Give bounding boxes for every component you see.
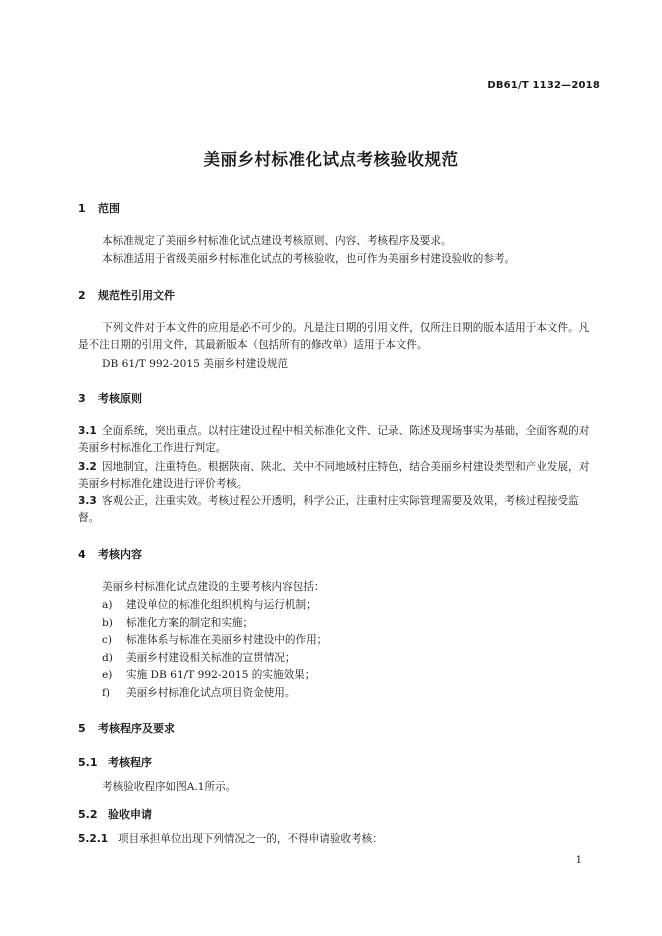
clause-text: 客观公正，注重实效。考核过程公开透明，科学公正，注重村庄实际管理需要及效果，考核过程接受监督。 bbox=[78, 495, 579, 524]
clause-number: 5.2.1 bbox=[78, 833, 109, 845]
list-text: 建设单位的标准化组织机构与运行机制； bbox=[126, 599, 317, 611]
normative-reference: DB 61/T 992-2015 美丽乡村建设规范 bbox=[102, 358, 289, 370]
section-5-heading bbox=[78, 720, 175, 736]
list-item bbox=[102, 597, 317, 614]
list-item bbox=[102, 632, 327, 649]
section-title: 考核程序及要求 bbox=[98, 722, 175, 735]
list-intro: 美丽乡村标准化试点建设的主要考核内容包括： bbox=[102, 581, 325, 593]
section-number: 2 bbox=[78, 289, 86, 302]
clause-text: 全面系统，突出重点。以村庄建设过程中相关标准化文件、记录、陈述及现场事实为基础，全面客观的对美丽乡村标准化工作进行判定。 bbox=[78, 425, 590, 454]
list-marker: d) bbox=[102, 652, 113, 664]
list-item bbox=[102, 667, 315, 684]
paragraph: 本标准规定了美丽乡村标准化试点建设考核原则、内容、考核程序及要求。 bbox=[102, 235, 452, 247]
subsection-title: 验收申请 bbox=[108, 808, 152, 821]
section-title: 范围 bbox=[98, 202, 120, 215]
paragraph: 本标准适用于省级美丽乡村标准化试点的考核验收，也可作为美丽乡村建设验收的参考。 bbox=[102, 253, 516, 265]
list-item bbox=[102, 650, 296, 667]
section-number: 3 bbox=[78, 392, 86, 405]
section-1-heading bbox=[78, 200, 120, 216]
subsection-5-1-heading bbox=[78, 754, 152, 770]
list-marker: b) bbox=[102, 617, 113, 629]
clause-number: 3.2 bbox=[78, 461, 97, 473]
clause-3-3 bbox=[78, 493, 598, 527]
list-marker: e) bbox=[102, 669, 113, 681]
section-number: 5 bbox=[78, 722, 86, 735]
section-4-heading bbox=[78, 546, 142, 562]
list-marker: a) bbox=[102, 599, 113, 611]
paragraph: 下列文件对于本文件的应用是必不可少的。凡是注日期的引用文件，仅所注日期的版本适用于本文件。凡是不注日期的引用文件，其最新版本（包括所有的修改单）适用于本文件。 bbox=[78, 322, 590, 351]
list-marker: c) bbox=[102, 634, 113, 646]
subsection-5-2-heading bbox=[78, 806, 152, 822]
clause-text: 项目承担单位出现下列情况之一的，不得申请验收考核： bbox=[118, 833, 383, 845]
document-title: 美丽乡村标准化试点考核验收规范 bbox=[203, 150, 459, 169]
list-text: 美丽乡村建设相关标准的宣贯情况； bbox=[126, 652, 296, 664]
list-item bbox=[102, 615, 253, 632]
list-item bbox=[102, 685, 296, 702]
clause-5-2-1 bbox=[78, 831, 383, 848]
clause-3-1 bbox=[78, 423, 598, 457]
section-title: 考核原则 bbox=[98, 392, 142, 405]
list-marker: f) bbox=[102, 687, 111, 699]
section-3-heading bbox=[78, 390, 142, 406]
section-title: 考核内容 bbox=[98, 548, 142, 561]
list-text: 标准体系与标准在美丽乡村建设中的作用； bbox=[126, 634, 328, 646]
paragraph: 考核验收程序如图A.1所示。 bbox=[102, 781, 237, 793]
subsection-title: 考核程序 bbox=[108, 756, 152, 769]
subsection-number: 5.2 bbox=[78, 808, 98, 821]
clause-text: 因地制宜，注重特色。根据陕南、陕北、关中不同地域村庄特色，结合美丽乡村建设类型和产业发展，对美丽乡村标准化建设进行评价考核。 bbox=[78, 461, 590, 490]
standard-code: DB61/T 1132—2018 bbox=[487, 80, 600, 91]
list-text: 美丽乡村标准化试点项目资金使用。 bbox=[126, 687, 296, 699]
section-2-heading bbox=[78, 287, 175, 303]
subsection-number: 5.1 bbox=[78, 756, 98, 769]
section-title: 规范性引用文件 bbox=[98, 289, 175, 302]
section-number: 4 bbox=[78, 548, 86, 561]
page-number: 1 bbox=[575, 855, 582, 866]
clause-number: 3.3 bbox=[78, 495, 97, 507]
clause-number: 3.1 bbox=[78, 425, 97, 437]
section-number: 1 bbox=[78, 202, 86, 215]
list-text: 标准化方案的制定和实施； bbox=[126, 617, 254, 629]
clause-3-2 bbox=[78, 459, 598, 493]
list-text: 实施 DB 61/T 992-2015 的实施效果； bbox=[126, 669, 316, 681]
